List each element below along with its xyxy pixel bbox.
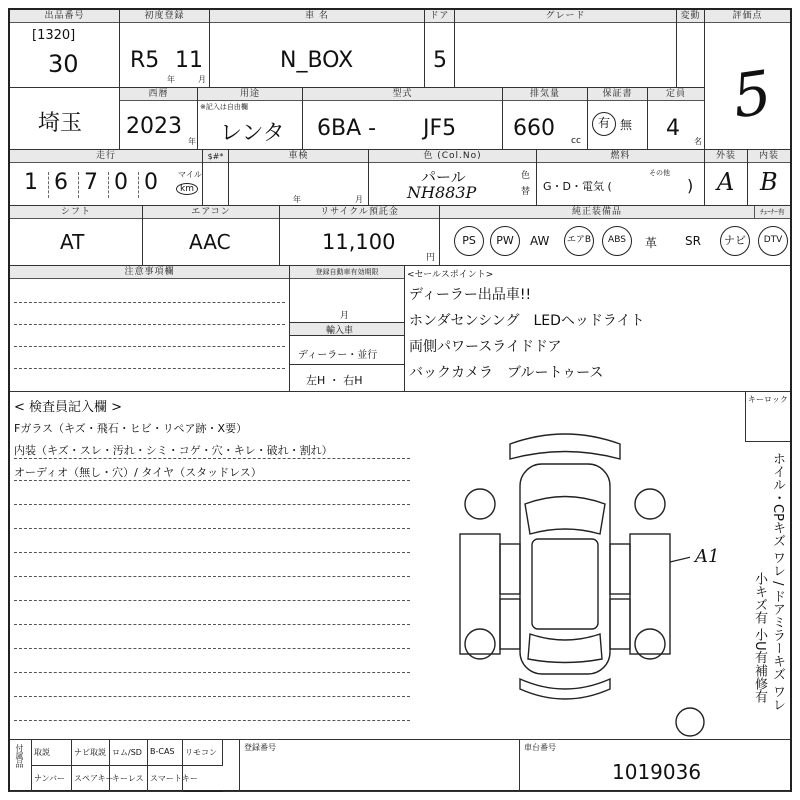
inspection-cell (229, 150, 369, 206)
accessory-cell (148, 740, 183, 766)
exterior-cell (705, 150, 748, 206)
warranty-cell (588, 88, 648, 150)
accessory-cell (110, 766, 148, 792)
windshield (525, 497, 605, 535)
exterior-grade: A (717, 168, 735, 196)
equipment-item: ナビ (720, 226, 750, 256)
yen-unit: 円 (426, 253, 436, 263)
doors-cell (425, 10, 455, 88)
import-label: 輸入車 (326, 326, 354, 336)
equipment-item: エアB (564, 226, 594, 256)
equipment-item: DTV (758, 226, 788, 256)
car-name-cell (210, 10, 425, 88)
inspector-line-2: 内装（キズ・スレ・汚れ・シミ・コゲ・穴・キレ・破れ・割れ） (14, 444, 333, 457)
handle-side: 左H ・ 右H (306, 374, 363, 387)
car-diagram (440, 414, 690, 714)
interior-cell (748, 150, 790, 206)
year-mark: 年 (167, 75, 175, 84)
shift-label: シフト (10, 206, 142, 219)
use-cell (198, 88, 303, 150)
accessory-filler (223, 740, 240, 792)
km-unit: km (176, 183, 198, 195)
key-lock-label: キーロック (748, 395, 788, 404)
sales-point: ディーラー出品車!! (409, 287, 532, 303)
mileage-digit: 7 (84, 170, 98, 195)
equipment-item: AW (530, 234, 550, 248)
car-name: N_BOX (280, 48, 354, 73)
right-side (630, 534, 670, 654)
capacity-cell (648, 88, 705, 150)
lot-sub: [1320] (32, 28, 76, 43)
score-cell (705, 10, 790, 150)
lot-cell (10, 10, 120, 88)
equipment-item: SR (685, 234, 701, 248)
color-number: NH883P (407, 183, 477, 202)
model-cell (303, 88, 503, 150)
registration-number-cell (240, 740, 520, 792)
model: JF5 (423, 116, 457, 141)
rear-window (528, 634, 602, 663)
exterior-label: 外装 (705, 150, 747, 163)
use: レンタ (220, 121, 285, 146)
accessory-label: ナンバー (34, 774, 66, 783)
color-cell (369, 150, 537, 206)
displacement-cell (503, 88, 588, 150)
accessory-cell (72, 766, 114, 792)
warranty-label: 保証書 (588, 88, 647, 101)
inspector-line-3: オーディオ（無し・穴）/ タイヤ（スタッドレス） (14, 466, 262, 479)
prefecture: 埼玉 (38, 111, 83, 136)
cc-label: 排気量 (503, 88, 587, 101)
sales-label: <セールスポイント> (407, 270, 494, 280)
score: 5 (728, 57, 776, 133)
inspector-line-1: Fガラス（キズ・飛石・ヒビ・リペア跡・X要） (14, 422, 248, 435)
recycle-label: リサイクル預託金 (280, 206, 439, 219)
expiry-cell (290, 266, 405, 392)
name-label: 車 名 (210, 10, 424, 23)
displacement: 660 (513, 116, 555, 141)
accessory-label: ナビ取説 (74, 748, 106, 757)
reg-month: 11 (175, 48, 203, 73)
digit-separator (78, 172, 79, 198)
accessory-label: キーレス (112, 774, 144, 783)
year-cell (120, 88, 198, 150)
equipment-label: 純正装備品 (440, 206, 754, 219)
year: 2023 (126, 114, 182, 139)
fuel-cell (537, 150, 705, 206)
accessory-side-label: 付属品 (15, 744, 24, 768)
fuel-other: その他 (649, 169, 670, 177)
side-note-1: ホイル・CPキズ ワレ / ドアミラーキズ ワレ (770, 452, 785, 711)
accessory-cell (32, 740, 72, 766)
doors-label: ドア (425, 10, 454, 23)
mileage-cell (10, 150, 203, 206)
equipment-cell (440, 206, 790, 266)
rear-bumper (520, 679, 610, 699)
chassis-label: 車台番号 (524, 743, 556, 752)
damage-annotation: A1 (695, 546, 720, 567)
equipment-item: ABS (602, 226, 632, 256)
grade-cell (455, 10, 677, 88)
wheel-front-left (465, 489, 495, 519)
accessory-label: 取説 (34, 748, 50, 757)
inspector-title: < 検査員記入欄 > (14, 400, 123, 415)
grade-label: グレード (455, 10, 676, 23)
left-front-door (500, 544, 520, 594)
s-label: $#* (203, 150, 228, 163)
registration-number-label: 登録番号 (244, 743, 276, 752)
accessory-side-cell (10, 740, 32, 792)
warranty-no: 無 (620, 118, 633, 132)
caution-label: 注意事項欄 (10, 266, 289, 279)
color-change-1: 色 (521, 171, 531, 181)
key-lock-box (745, 392, 790, 442)
left-rear-door (500, 599, 520, 649)
digit-separator (138, 172, 139, 198)
interior-grade: B (760, 168, 778, 196)
right-front-door (610, 544, 630, 594)
import-type: ディーラー・並行 (298, 350, 378, 361)
change-label: 変動 (677, 10, 704, 23)
sales-point: バックカメラ ブルートゥース (409, 365, 604, 381)
fuel: G・D・電気 ( (543, 180, 612, 193)
car-body (520, 464, 610, 674)
month-mark: 月 (198, 75, 206, 84)
ac-label: エアコン (143, 206, 279, 219)
wheel-front-right (635, 489, 665, 519)
sales-point: ホンダセンシング LEDヘッドライト (409, 313, 645, 329)
digit-separator (48, 172, 49, 198)
mileage-digit: 6 (54, 170, 68, 195)
color-label: 色 (Col.No) (369, 150, 536, 163)
prefecture-cell (10, 88, 120, 150)
ac-cell (143, 206, 280, 266)
front-bumper (510, 434, 620, 459)
chassis-number: 1019036 (612, 760, 702, 784)
recycle-cell (280, 206, 440, 266)
expiry-label: 登録自動車有効期限 (290, 266, 404, 279)
s-cell (203, 150, 229, 206)
accessory-cell (72, 740, 110, 766)
warranty-yes: 有 (592, 112, 616, 136)
doors: 5 (433, 48, 447, 73)
first-registration-cell (120, 10, 210, 88)
inspection-month-mark: 月 (355, 195, 363, 204)
mileage-digit: 1 (24, 170, 38, 195)
caution-cell (10, 266, 290, 392)
lot-number: 30 (48, 50, 79, 78)
expiry-month: 月 (340, 311, 350, 321)
sales-point: 両側パワースライドドア (409, 339, 562, 355)
use-sub: ※記入は自由欄 (200, 103, 248, 111)
accessory-cell (110, 740, 148, 766)
accessory-label: リモコン (185, 748, 217, 757)
interior-label: 内装 (748, 150, 790, 163)
fuel-label: 燃料 (537, 150, 704, 163)
capacity: 4 (666, 116, 680, 141)
capacity-unit: 名 (694, 137, 702, 146)
capacity-label: 定員 (648, 88, 704, 101)
mile-unit: マイル (178, 170, 202, 179)
shift-cell (10, 206, 143, 266)
reg-era: R5 (130, 48, 160, 73)
accessory-label: B-CAS (150, 747, 175, 756)
reg-label: 初度登録 (120, 10, 209, 23)
year2-mark: 年 (188, 137, 196, 146)
roof (532, 539, 598, 629)
inspection-label: 車検 (229, 150, 368, 163)
right-rear-door (610, 599, 630, 649)
recycle-deposit: 11,100 (322, 230, 396, 254)
year-label: 西暦 (120, 88, 197, 101)
sales-cell (405, 266, 790, 392)
mileage-digit: 0 (144, 170, 158, 195)
digit-separator (108, 172, 109, 198)
equipment-item: PS (454, 226, 484, 256)
inspector-area (10, 392, 790, 740)
side-note-2: 小キズ有 小U有 (752, 572, 767, 664)
equipment-item: 革 (645, 236, 658, 250)
mileage-label: 走行 (10, 150, 202, 163)
chassis-cell (520, 740, 790, 792)
lot-label: 出品番号 (10, 10, 119, 23)
color: パール (421, 168, 466, 186)
model-label: 型式 (303, 88, 502, 101)
change-cell (677, 10, 705, 88)
mileage-digit: 0 (114, 170, 128, 195)
left-side (460, 534, 500, 654)
use-label: 用途 (198, 88, 302, 101)
air-conditioner: AAC (189, 230, 231, 254)
color-change-2: 替 (521, 187, 531, 197)
tuner-label: ﾁｭｰﾅｰ有 (754, 206, 790, 219)
model-prefix: 6BA - (317, 116, 377, 141)
accessory-cell (148, 766, 198, 792)
accessory-cell (32, 766, 72, 792)
shift: AT (60, 230, 85, 254)
cc-unit: cc (571, 136, 581, 146)
accessory-cell (183, 740, 223, 766)
fuel-close: ) (687, 176, 694, 195)
equipment-item: PW (490, 226, 520, 256)
accessory-label: ロム/SD (112, 748, 142, 757)
inspection-year-mark: 年 (293, 195, 301, 204)
spare-wheel-icon (672, 702, 712, 742)
score-label: 評価点 (705, 10, 790, 23)
accessory-label: スペアキー (74, 774, 114, 783)
accessory-label: スマートキー (150, 774, 198, 783)
side-note-3: 補修有 (752, 664, 767, 703)
auction-sheet (8, 8, 792, 792)
